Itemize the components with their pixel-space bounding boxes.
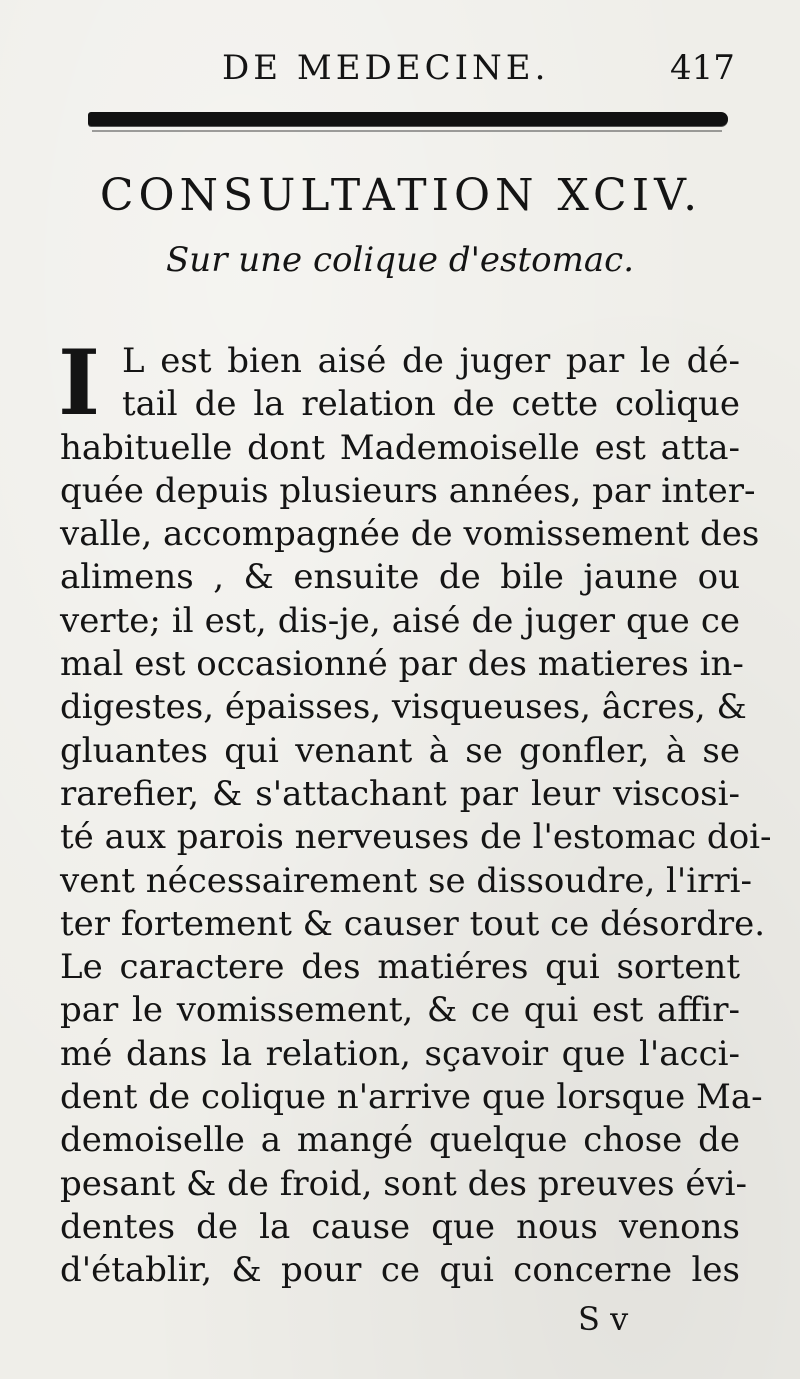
text-line: habituelle dont Mademoiselle est atta- — [60, 427, 740, 468]
body-text — [58, 330, 772, 1293]
text-line: dentes de la cause que nous venons — [60, 1206, 740, 1247]
text-line: mal est occasionné par des matieres in- — [60, 644, 744, 685]
text-line: Le caractere des matiéres qui sortent — [60, 947, 740, 988]
text-line: tail de la relation de cette colique — [122, 384, 740, 425]
signature-mark: S v — [578, 1300, 629, 1338]
text-line: dent de colique n'arrive que lorsque Ma- — [60, 1077, 763, 1118]
header-rule-shadow — [92, 130, 722, 132]
text-line: vent nécessairement se dissoudre, l'irri- — [60, 860, 753, 901]
drop-cap: I — [58, 330, 101, 436]
text-line: demoiselle a mangé quelque chose de — [60, 1120, 740, 1161]
text-line: par le vomissement, & ce qui est affir- — [60, 990, 740, 1031]
text-line: gluantes qui venant à se gonfler, à se — [60, 730, 740, 771]
text-line: L est bien aisé de juger par le dé- — [122, 341, 740, 381]
text-line: valle, accompagnée de vomissement des — [60, 514, 760, 555]
header-rule — [88, 112, 728, 126]
text-line: mé dans la relation, sçavoir que l'acci- — [60, 1033, 740, 1074]
text-line: digestes, épaisses, visqueuses, âcres, & — [60, 687, 747, 728]
text-line: pesant & de froid, sont des preuves évi- — [60, 1163, 748, 1204]
text-line: té aux parois nerveuses de l'estomac doi- — [60, 817, 772, 858]
text-line: rarefier, & s'attachant par leur viscosi- — [60, 773, 740, 814]
text-line: verte; il est, dis-je, aisé de juger que ce — [60, 600, 740, 641]
text-line: d'établir, & pour ce qui concerne les — [60, 1250, 740, 1291]
consultation-subheading: Sur une colique d'estomac. — [166, 240, 634, 280]
text-line: ter fortement & causer tout ce désordre. — [60, 903, 766, 944]
page-number: 417 — [670, 48, 735, 88]
text-line: quée depuis plusieurs années, par inter- — [60, 470, 756, 511]
consultation-heading: CONSULTATION XCIV. — [99, 170, 703, 221]
text-line: alimens , & ensuite de bile jaune ou — [60, 557, 740, 598]
running-head: DE MEDECINE. — [222, 48, 550, 88]
